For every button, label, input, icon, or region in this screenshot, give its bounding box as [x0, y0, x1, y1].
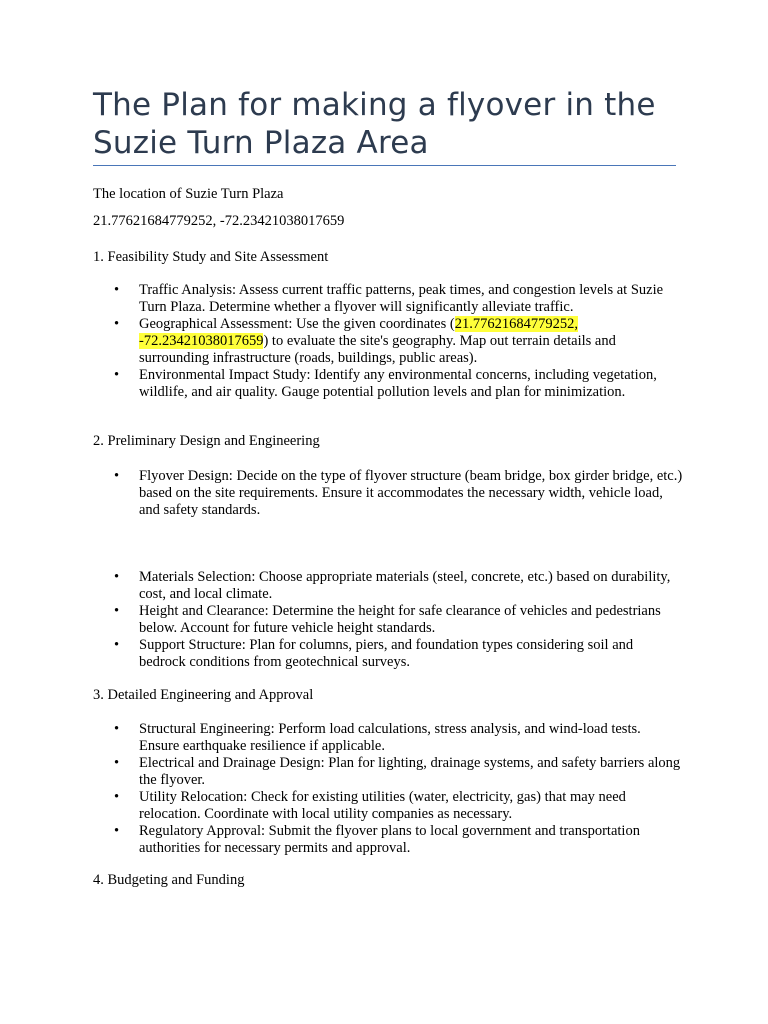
list-item-text: Support Structure: Plan for columns, piers, and foundation types considering soil and bedrock conditions from geotechnical surveys.	[139, 637, 634, 670]
list-item-text: Environmental Impact Study: Identify any environmental concerns, including vegetation, wildlife, and air quality. Gauge potential pollution levels and plan for minimization.	[139, 367, 657, 400]
section-2-list-a	[93, 468, 683, 519]
bullet-icon: •	[114, 569, 120, 585]
list-item-text: Traffic Analysis: Assess current traffic patterns, peak times, and congestion levels at Suzie Turn Plaza. Determine whether a flyover will significantly alleviate traffic.	[139, 282, 664, 315]
list-item	[93, 789, 683, 823]
bullet-icon: •	[114, 789, 120, 805]
section-heading-3: 3. Detailed Engineering and Approval	[93, 687, 314, 703]
list-item-text-after: ) to evaluate the site's geography. Map out terrain details and surrounding infrastructure (roads, buildings, public areas).	[139, 333, 616, 366]
section-heading-2: 2. Preliminary Design and Engineering	[93, 433, 320, 449]
bullet-icon: •	[114, 316, 120, 332]
list-item	[93, 755, 683, 789]
bullet-icon: •	[114, 603, 120, 619]
highlighted-coordinates: 21.77621684779252, -72.23421038017659	[139, 316, 578, 349]
section-1-list	[93, 282, 683, 401]
list-item	[93, 367, 683, 401]
bullet-icon: •	[114, 823, 120, 839]
section-3-list	[93, 721, 683, 857]
bullet-icon: •	[114, 282, 120, 298]
title-underline	[93, 165, 676, 166]
list-item	[93, 637, 683, 671]
section-2-list-b	[93, 569, 683, 671]
section-heading-4: 4. Budgeting and Funding	[93, 872, 245, 888]
list-item-text: Electrical and Drainage Design: Plan for lighting, drainage systems, and safety barriers along the flyover.	[139, 755, 681, 788]
list-item-text: Utility Relocation: Check for existing utilities (water, electricity, gas) that may need relocation. Coordinate with local utility companies as necessary.	[139, 789, 626, 822]
list-item	[93, 823, 683, 857]
list-item	[93, 316, 683, 367]
location-coordinates: 21.77621684779252, -72.23421038017659	[93, 213, 345, 229]
list-item	[93, 282, 683, 316]
document-title: The Plan for making a flyover in the Suzie Turn Plaza Area	[93, 87, 656, 161]
bullet-icon: •	[114, 721, 120, 737]
list-item-text: Regulatory Approval: Submit the flyover plans to local government and transportation authorities for necessary permits and approval.	[139, 823, 640, 856]
list-item	[93, 721, 683, 755]
list-item-text: Structural Engineering: Perform load calculations, stress analysis, and wind-load tests. Ensure earthquake resilience if applicable.	[139, 721, 641, 754]
bullet-icon: •	[114, 367, 120, 383]
bullet-icon: •	[114, 468, 120, 484]
list-item	[93, 468, 683, 519]
bullet-icon: •	[114, 755, 120, 771]
list-item-text-before: Geographical Assessment: Use the given coordinates (	[139, 316, 455, 332]
list-item	[93, 569, 683, 603]
location-label: The location of Suzie Turn Plaza	[93, 186, 284, 202]
list-item-text: Materials Selection: Choose appropriate materials (steel, concrete, etc.) based on durability, cost, and local climate.	[139, 569, 671, 602]
list-item	[93, 603, 683, 637]
list-item-text: Flyover Design: Decide on the type of flyover structure (beam bridge, box girder bridge, etc.) based on the site requirements. Ensure it accommodates the necessary width, vehicle load, and safety standards.	[139, 468, 683, 518]
list-item-text: Height and Clearance: Determine the height for safe clearance of vehicles and pedestrians below. Account for future vehicle height standards.	[139, 603, 661, 636]
section-heading-1: 1. Feasibility Study and Site Assessment	[93, 249, 329, 265]
bullet-icon: •	[114, 637, 120, 653]
